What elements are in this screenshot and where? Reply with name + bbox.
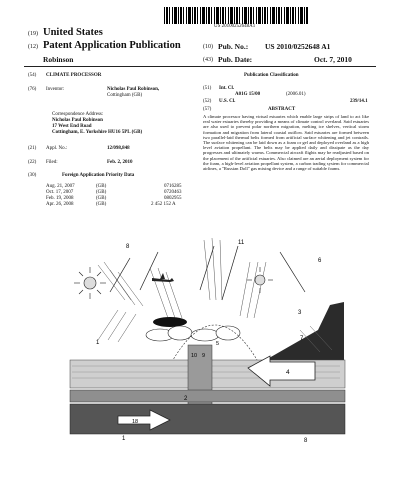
priority-number: 0716285 (164, 184, 182, 189)
abstract-tag: (57) (203, 107, 212, 112)
priority-date: Apr. 26, 2008 (46, 202, 74, 207)
doc-type-heading: Patent Application Publication (43, 40, 181, 51)
appl-label: Appl. No.: (46, 146, 68, 151)
sun-icon (74, 267, 106, 299)
priority-country: (GB) (96, 202, 107, 207)
ref-label: 9 (202, 353, 206, 359)
filed-label: Filed: (46, 160, 58, 165)
correspondence-line: Cottingham, E. Yorkshire HU16 5PL (GB) (52, 130, 143, 135)
ref-label: 5 (216, 341, 220, 347)
priority-date: Aug. 21, 2007 (46, 184, 75, 189)
correspondence-line: 17 West End Road (52, 124, 92, 129)
int-cl-tag: (51) (203, 86, 212, 91)
base-band (70, 404, 345, 434)
country-tag: (19) (28, 31, 38, 37)
correspondence-label: Correspondence Address: (52, 112, 104, 117)
ref-label: 8 (304, 438, 308, 444)
filed-tag: (22) (28, 160, 37, 165)
priority-country: (GB) (96, 190, 107, 195)
priority-number: 0720463 (164, 190, 182, 195)
us-cl-value: 239/14.1 (350, 99, 368, 104)
doc-type-tag: (12) (28, 44, 38, 50)
ref-label: 1 (122, 436, 126, 442)
cloud-icon (146, 326, 240, 341)
pub-class-title: Publication Classification (244, 73, 299, 78)
ref-label: 10 (191, 353, 198, 359)
priority-date: Oct. 17, 2007 (46, 190, 74, 195)
pub-no-tag: (10) (203, 44, 213, 50)
abstract-text: A climate processor having virtual estuaries which enable large strips of land to act like real water estuaries thereby providing a means of climate control overland. Said estuaries are also used to prevent polar northern migration, melting ice shelves, vertical storm formation and migration from lateral coastal outflow. Said estuaries are formed between two parallel-laid thermal belts formed from artificial surface whitening and jet contrails. The surface whitening can be laid down as a foam or gel and deployed overland as a high level aviation propellant. The belts may be applied daily and dissipate as the day progresses and ultimately warms. Commercial aircraft flights may be readjusted based on the placement of the artificial estuaries. Also claimed are an aerial deployment system for the foam, a high-level aviation propellant system, a carbon trading system for commercial airlines, a "Russian Doll" gas mixing device and a range of suitable foams. (203, 114, 369, 172)
inventor-tag: (76) (28, 87, 37, 92)
ref-label: 18 (132, 419, 139, 425)
priority-number: 2 452 152 A (151, 202, 176, 207)
us-cl-tag: (52) (203, 99, 212, 104)
appl-tag: (21) (28, 146, 37, 151)
int-cl-year: (2006.01) (286, 92, 306, 97)
ref-label: 4 (286, 369, 290, 376)
pub-no-label: Pub. No.: (218, 42, 249, 51)
correspondence-line: Nicholas Paul Robinson (52, 118, 103, 123)
ref-label: 2 (184, 396, 188, 402)
layer-band (70, 390, 345, 402)
inventor-label: Inventor: (46, 87, 65, 92)
priority-country: (GB) (96, 196, 107, 201)
abstract-title: ABSTRACT (268, 107, 296, 112)
inventor-city: Cottingham (GB) (107, 93, 143, 98)
ref-label: 6 (318, 258, 322, 264)
sun-icon (247, 267, 273, 293)
ref-label: 11 (238, 240, 245, 246)
int-cl-value: A01G 15/00 (235, 92, 261, 97)
title-tag: (54) (28, 73, 37, 78)
priority-country: (GB) (96, 184, 107, 189)
inventor-name: Nicholas Paul Robinson, (107, 87, 160, 92)
ref-label: 7 (300, 336, 304, 342)
ref-label: 1 (96, 340, 100, 346)
header-inventor: Robinson (43, 55, 74, 64)
ref-label: 8 (126, 244, 130, 250)
pub-date: Oct. 7, 2010 (314, 55, 352, 64)
priority-date: Feb. 19, 2008 (46, 196, 74, 201)
barcode-number: US 20100252648A1 (214, 24, 256, 29)
ref-label: 3 (298, 310, 302, 316)
pub-date-tag: (43) (203, 57, 213, 63)
priority-number: 0802955 (164, 196, 182, 201)
country-heading: United States (43, 27, 103, 38)
pub-no: US 2010/0252648 A1 (265, 42, 331, 51)
aircraft-icon (152, 273, 174, 282)
priority-tag: (30) (28, 173, 37, 178)
us-cl-label: U.S. Cl. (219, 99, 236, 104)
filed-date: Feb. 2, 2010 (107, 160, 133, 165)
priority-title: Foreign Application Priority Data (62, 173, 135, 178)
invention-title: CLIMATE PROCESSOR (46, 73, 102, 78)
int-cl-label: Int. Cl. (219, 86, 235, 91)
pub-date-label: Pub. Date: (218, 55, 253, 64)
appl-number: 12/098,848 (107, 146, 130, 151)
airship-icon (153, 317, 187, 327)
